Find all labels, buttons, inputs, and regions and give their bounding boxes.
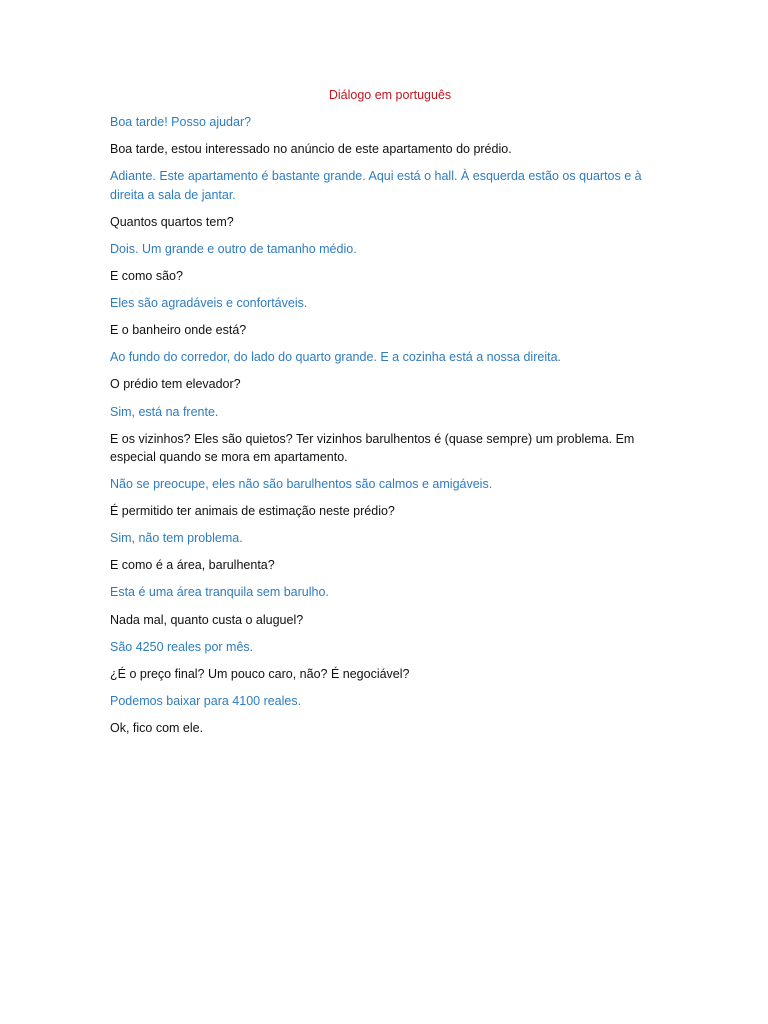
dialogue-line-agent: Dois. Um grande e outro de tamanho médio. — [110, 241, 357, 256]
dialogue-line-agent: Adiante. Este apartamento é bastante grande. Aqui está o hall. À esquerda estão os quartos e à direita a sala de jantar. — [110, 169, 642, 202]
dialogue-line-client: E os vizinhos? Eles são quietos? Ter vizinhos barulhentos é (quase sempre) um problema. Em especial quando se mora em apartamento. — [110, 431, 635, 464]
dialogue-line-client: Ok, fico com ele. — [110, 721, 204, 735]
dialogue-line-client: E como são? — [110, 268, 183, 283]
dialogue-line-agent: Não se preocupe, eles não são barulhentos são calmos e amigáveis. — [110, 476, 493, 491]
dialogue-line-agent: Sim, não tem problema. — [110, 531, 243, 546]
dialogue-line-client: Boa tarde, estou interessado no anúncio de este apartamento do prédio. — [110, 142, 512, 157]
dialogue-line-client: O prédio tem elevador? — [110, 377, 241, 392]
dialogue-line-agent: Podemos baixar para 4100 reales. — [110, 693, 302, 708]
dialogue-line-agent: Eles são agradáveis e confortáveis. — [110, 296, 308, 310]
dialogue-line-client: Nada mal, quanto custa o aluguel? — [110, 612, 304, 627]
dialogue-line-client: Quantos quartos tem? — [110, 214, 234, 229]
dialogue-line-agent: Sim, está na frente. — [110, 404, 219, 419]
dialogue-line-agent: Esta é uma área tranquila sem barulho. — [110, 585, 329, 600]
dialogue-line-client: E como é a área, barulhenta? — [110, 558, 275, 573]
dialogue-line-client: ¿É o preço final? Um pouco caro, não? É negociável? — [110, 666, 410, 681]
dialogue-line-client: É permitido ter animais de estimação neste prédio? — [110, 504, 395, 518]
document-title: Diálogo em português — [328, 88, 452, 102]
dialogue-line-agent: Ao fundo do corredor, do lado do quarto grande. E a cozinha está a nossa direita. — [110, 350, 562, 365]
dialogue-line-agent: Boa tarde! Posso ajudar? — [110, 115, 252, 130]
dialogue-line-client: E o banheiro onde está? — [110, 323, 247, 338]
dialogue-line-agent: São 4250 reales por mês. — [110, 639, 254, 654]
